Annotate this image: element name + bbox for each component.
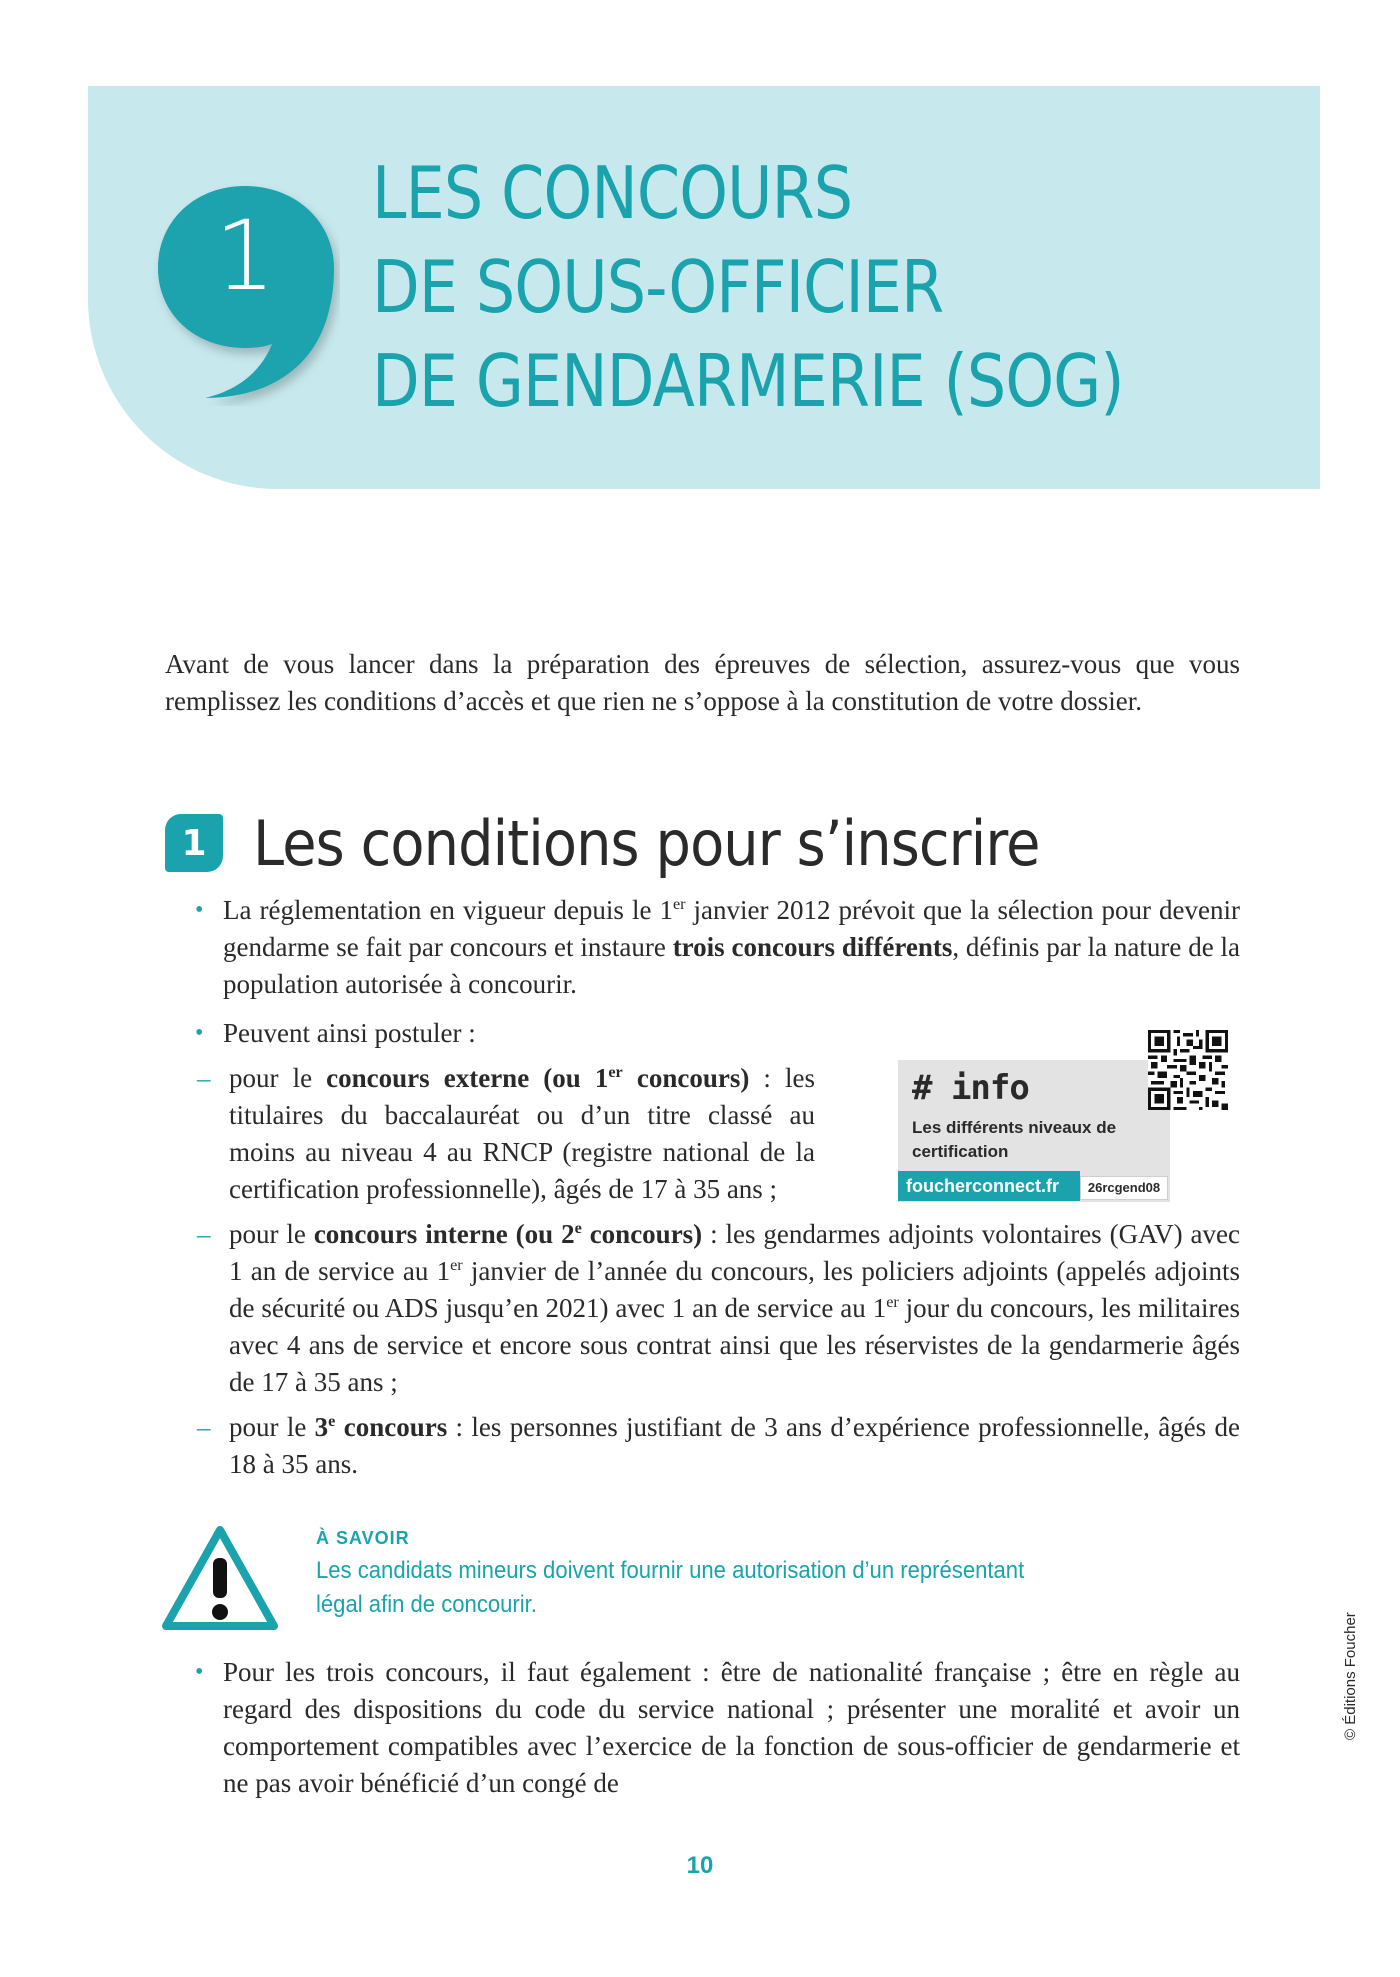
list-item — [165, 892, 1240, 1003]
list-item — [197, 1060, 815, 1208]
bold-text — [315, 1412, 448, 1442]
info-description: Les différents niveaux de certification — [912, 1118, 1117, 1161]
list-item: • Pour les trois concours, il faut également : être de nationalité française ; être en règle au regard des dispositions du code du service national ; présenter une moralité et avoir un comportement compatibles avec l’exercice de la fonction de sous-officier de gendarmerie et ne pas avoir bénéficié d’un congé de — [165, 1654, 1240, 1802]
text-run: concours) — [622, 1063, 750, 1093]
superscript: er — [886, 1292, 899, 1311]
list-item — [197, 1216, 1240, 1401]
superscript: e — [574, 1218, 582, 1237]
text-run: concours) — [581, 1219, 703, 1249]
section-heading — [165, 808, 1127, 878]
text-run: janvier de l’année du concours, les policiers adjoints (appelés adjoints de sécurité ou ADS jusqu’en 2021) avec 1 an de service au 1 — [229, 1256, 1241, 1323]
text-run: pour le — [229, 1412, 315, 1442]
text-run: Peuvent ainsi postuler : — [223, 1018, 476, 1048]
info-box[interactable] — [898, 1060, 1170, 1202]
chapter-title-line: DE GENDARMERIE (SOG) — [372, 339, 1124, 423]
chapter-title-line: DE SOUS-OFFICIER — [372, 245, 944, 329]
text-run: : les personnes justifiant de 3 ans d’expérience professionnelle, âgés de 18 à 35 ans. — [229, 1412, 1240, 1479]
conditions-list-continued — [165, 1654, 1240, 1814]
text-run: concours interne (ou 2 — [313, 1219, 575, 1249]
text-run: concours externe (ou 1 — [326, 1063, 609, 1093]
chapter-title-line: LES CONCOURS — [372, 151, 853, 235]
a-savoir-label: À SAVOIR — [316, 1528, 410, 1548]
text-run: , définis par la nature de la population autorisée à concourir. — [223, 932, 1241, 999]
superscript: e — [328, 1411, 336, 1430]
foucherconnect-link[interactable]: foucherconnect.fr — [898, 1171, 1080, 1201]
text-run: pour le — [229, 1063, 327, 1093]
superscript: er — [672, 894, 686, 913]
bold-text — [326, 1063, 749, 1093]
copyright-notice: © Éditions Foucher — [1342, 1612, 1359, 1740]
section-title: Les conditions pour s’inscrire — [253, 806, 1040, 880]
bold-text: trois concours différents — [672, 932, 953, 962]
text-run: La réglementation en vigueur depuis le 1 — [223, 895, 673, 925]
bold-text — [314, 1219, 702, 1249]
superscript: er — [608, 1062, 623, 1081]
section-number-badge: 1 — [165, 814, 223, 872]
list-item — [197, 1409, 1240, 1483]
page-number: 10 — [686, 1852, 714, 1879]
qr-code-icon[interactable] — [1148, 1030, 1228, 1110]
text-run: janvier 2012 prévoit que la sélection pour devenir gendarme se fait par concours et instaure — [223, 895, 1240, 962]
superscript: er — [450, 1255, 463, 1274]
warning-triangle-icon — [160, 1524, 280, 1632]
text-run: 3 — [314, 1412, 329, 1442]
resource-code: 26rcgend08 — [1080, 1176, 1168, 1200]
text-run: jour du concours, les militaires avec 4 ans de service et encore sous contrat ainsi que les réservistes de la gendarmerie âgés de 17 à 35 ans ; — [229, 1293, 1240, 1397]
a-savoir-text: Les candidats mineurs doivent fournir une autorisation d’un représentant légal afin de concourir. — [316, 1557, 1025, 1618]
intro-paragraph: Avant de vous lancer dans la préparation des épreuves de sélection, assurez-vous que vous remplissez les conditions d’accès et que rien ne s’oppose à la constitution de votre dossier. — [165, 649, 1240, 716]
text-run: : les titulaires du baccalauréat ou d’un titre classé au moins au niveau 4 au RNCP (registre national de la certification professionnelle), âgés de 17 à 35 ans ; — [229, 1063, 815, 1204]
text-run: pour le — [229, 1219, 314, 1249]
chapter-number: 1 — [214, 200, 276, 312]
info-tag: # info — [912, 1068, 1029, 1108]
chapter-title — [372, 146, 1180, 428]
text-run: : les gendarmes adjoints volontaires (GAV) avec 1 an de service au 1 — [229, 1219, 1240, 1286]
text-run: concours — [335, 1412, 448, 1442]
